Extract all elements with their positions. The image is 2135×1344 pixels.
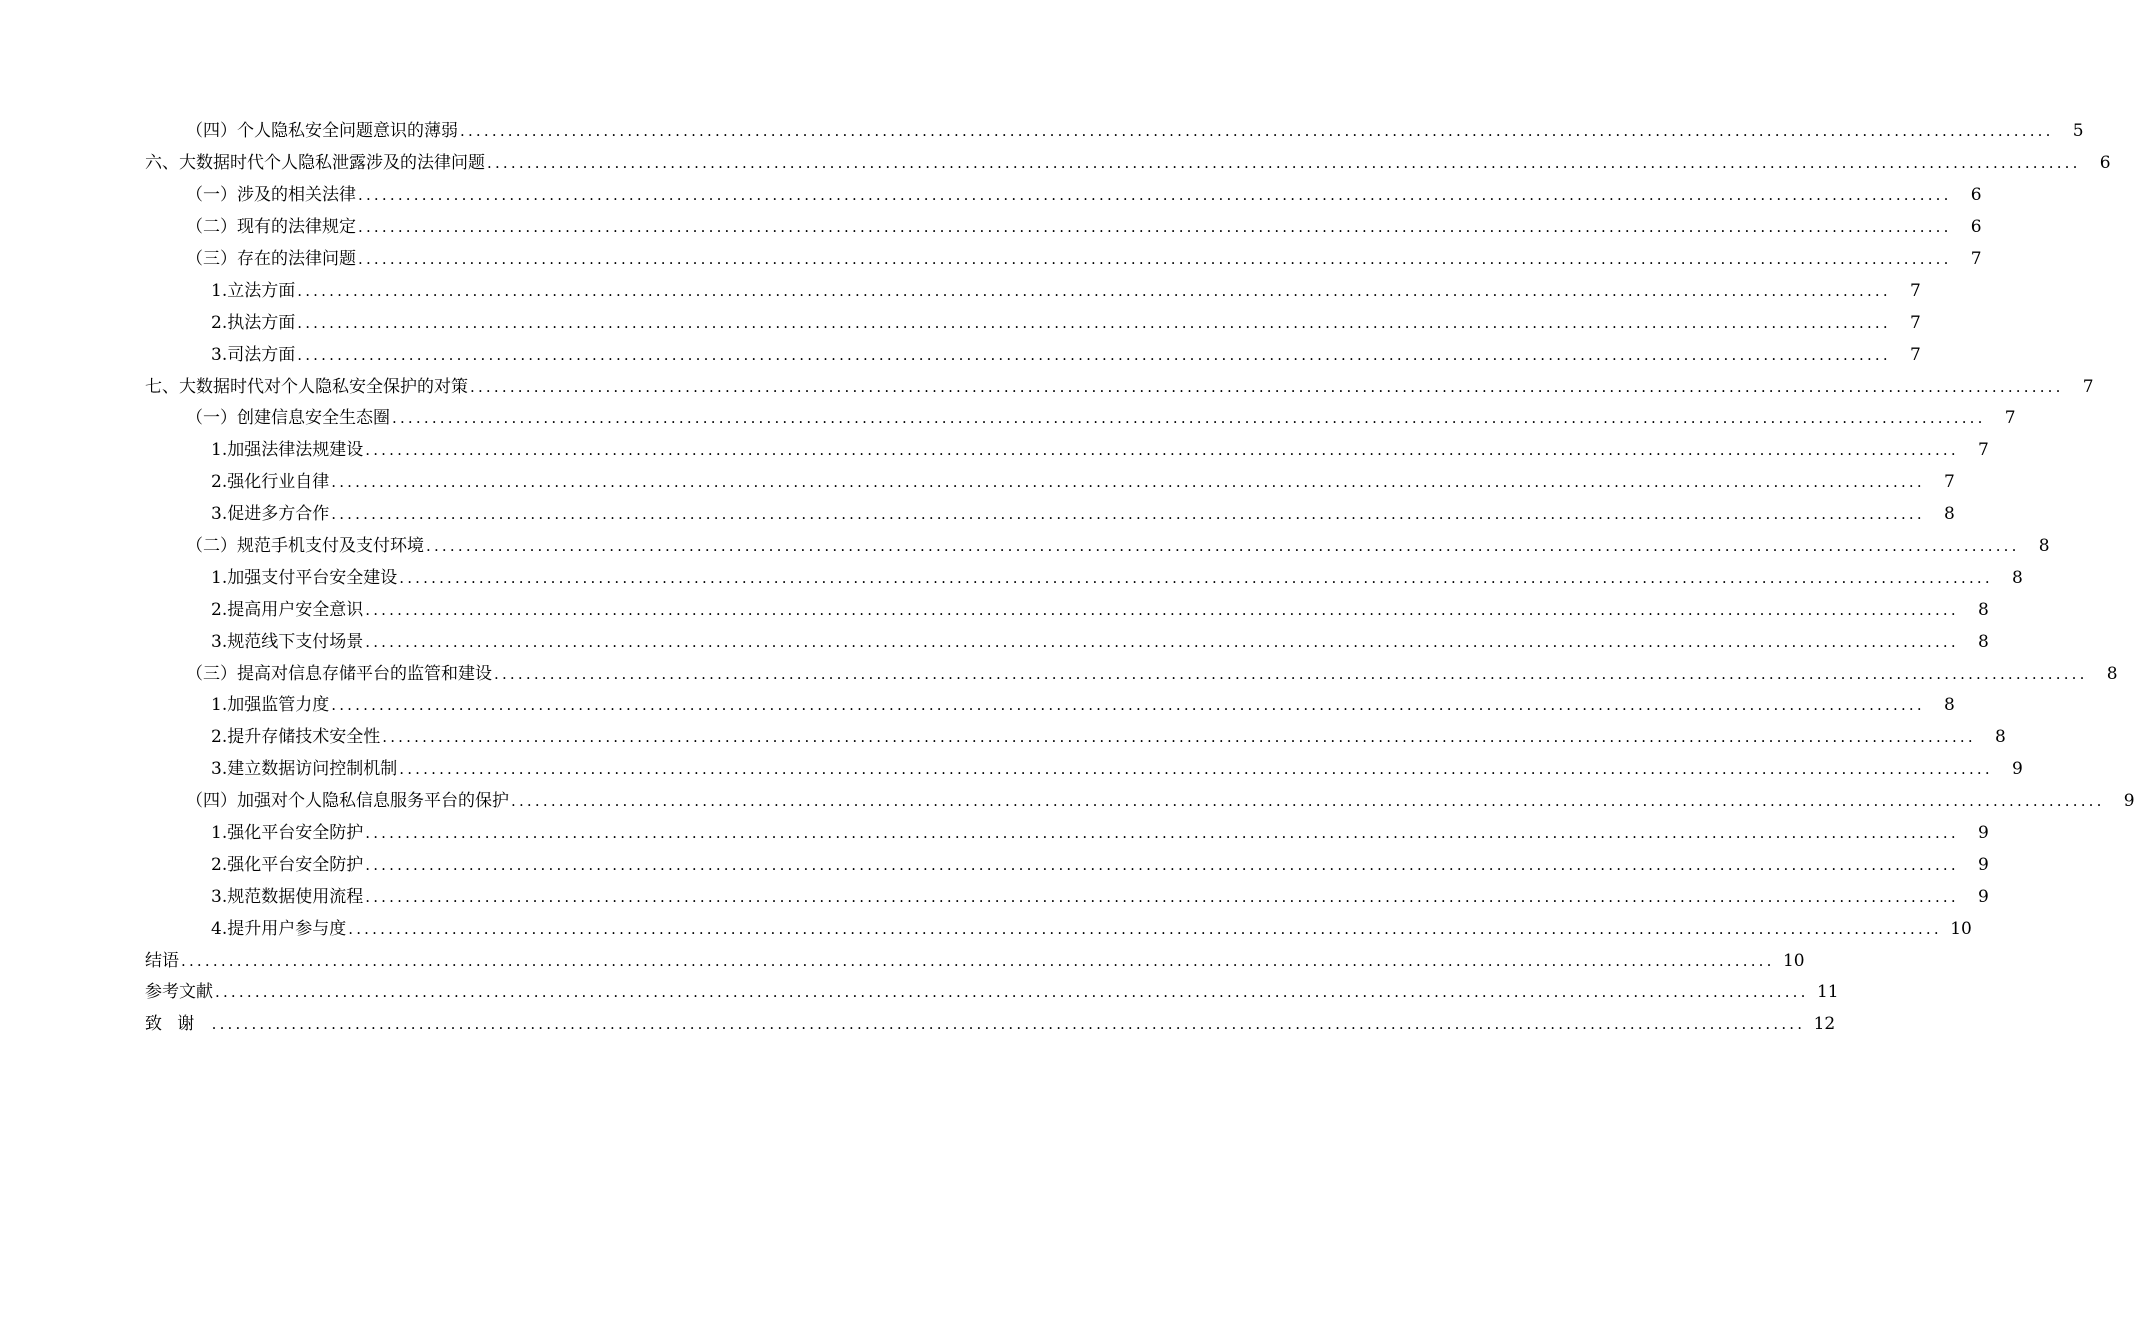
- toc-leader-dots: ........................................................................................................................................................................................................: [331, 473, 1925, 492]
- toc-entry[interactable]: [0, 849, 1989, 881]
- toc-entry[interactable]: [0, 977, 1839, 1009]
- toc-entry-title: 3.建立数据访问控制机制: [211, 759, 398, 780]
- toc-entry[interactable]: [0, 690, 1955, 722]
- toc-leader-dots: ........................................................................................................................................................................................................: [382, 728, 1976, 747]
- toc-entry[interactable]: [0, 562, 2023, 594]
- toc-entry[interactable]: [0, 786, 2135, 818]
- toc-entry[interactable]: [0, 722, 2006, 754]
- toc-entry-title: 七、大数据时代对个人隐私安全保护的对策: [145, 376, 468, 397]
- toc-entry-title: 2.强化平台安全防护: [211, 854, 364, 875]
- toc-entry-title: （二）规范手机支付及支付环境: [186, 536, 424, 557]
- toc-entry[interactable]: [0, 754, 2023, 786]
- toc-entry-title: （一）涉及的相关法律: [186, 185, 356, 206]
- toc-entry-page: 10: [1782, 950, 1805, 971]
- toc-entry-page: 7: [1970, 249, 1982, 269]
- toc-entry[interactable]: [0, 881, 1989, 913]
- toc-entry[interactable]: [0, 339, 1921, 371]
- toc-entry[interactable]: [0, 1009, 1836, 1041]
- toc-entry-page: 11: [1816, 982, 1839, 1003]
- toc-entry-title: 3.规范数据使用流程: [211, 886, 364, 907]
- toc-entry-title: （二）现有的法律规定: [186, 217, 356, 238]
- toc-entry[interactable]: [0, 913, 1972, 945]
- toc-entry-page: 7: [1978, 440, 1989, 461]
- toc-leader-dots: ........................................................................................................................................................................................................: [358, 186, 1952, 205]
- toc-entry[interactable]: [0, 594, 1989, 626]
- toc-entry-title: 致谢: [145, 1014, 210, 1035]
- toc-leader-dots: ........................................................................................................................................................................................................: [365, 632, 1959, 651]
- toc-entry-title: 3.司法方面: [211, 344, 296, 365]
- toc-entry-page: 7: [2082, 376, 2094, 397]
- toc-entry[interactable]: [0, 658, 2118, 690]
- toc-leader-dots: ........................................................................................................................................................................................................: [297, 281, 1891, 300]
- toc-entry-title: 1.强化平台安全防护: [211, 823, 364, 844]
- toc-leader-dots: ........................................................................................................................................................................................................: [358, 218, 1952, 237]
- toc-leader-dots: ........................................................................................................................................................................................................: [399, 760, 1993, 779]
- toc-leader-dots: ........................................................................................................................................................................................................: [399, 568, 1993, 587]
- toc-entry[interactable]: [0, 148, 2111, 180]
- toc-entry-title: （四）加强对个人隐私信息服务平台的保护: [186, 791, 509, 812]
- toc-entry[interactable]: [0, 116, 2084, 148]
- toc-leader-dots: ........................................................................................................................................................................................................: [348, 919, 1942, 938]
- toc-entry[interactable]: [0, 818, 1989, 850]
- toc-leader-dots: ........................................................................................................................................................................................................: [365, 855, 1959, 874]
- toc-leader-dots: ........................................................................................................................................................................................................: [470, 377, 2064, 396]
- toc-entry-page: 8: [2106, 663, 2118, 684]
- toc-leader-dots: ........................................................................................................................................................................................................: [215, 983, 1809, 1002]
- toc-leader-dots: ........................................................................................................................................................................................................: [487, 154, 2081, 173]
- toc-entry-page: 12: [1813, 1014, 1836, 1035]
- toc-entry-title: 1.加强监管力度: [211, 695, 330, 716]
- toc-entry[interactable]: [0, 403, 2016, 435]
- toc-entry-page: 10: [1950, 918, 1972, 939]
- toc-entry-title: （三）存在的法律问题: [186, 249, 356, 269]
- toc-entry-title: 1.加强支付平台安全建设: [211, 567, 398, 588]
- toc-entry-page: 6: [1970, 185, 1982, 206]
- toc-entry[interactable]: [0, 467, 1955, 499]
- toc-entry-page: 9: [2123, 791, 2135, 812]
- toc-leader-dots: ........................................................................................................................................................................................................: [365, 824, 1959, 843]
- toc-leader-dots: ........................................................................................................................................................................................................: [392, 409, 1986, 428]
- toc-entry-page: 8: [1978, 631, 1989, 652]
- toc-leader-dots: ........................................................................................................................................................................................................: [358, 250, 1952, 268]
- toc-entry-title: 结语: [145, 950, 179, 971]
- table-of-contents: [0, 116, 2135, 1041]
- toc-entry-title: 1.立法方面: [211, 280, 296, 301]
- toc-entry-page: 5: [2072, 121, 2084, 142]
- toc-entry-title: （四）个人隐私安全问题意识的薄弱: [186, 121, 458, 142]
- toc-leader-dots: ........................................................................................................................................................................................................: [511, 792, 2105, 811]
- toc-entry-page: 9: [1978, 823, 1989, 844]
- toc-entry[interactable]: [0, 180, 1982, 212]
- toc-entry-title: 2.执法方面: [211, 312, 296, 333]
- toc-leader-dots: ........................................................................................................................................................................................................: [426, 537, 2020, 556]
- toc-entry[interactable]: [0, 531, 2050, 563]
- toc-entry-title: 六、大数据时代个人隐私泄露涉及的法律问题: [145, 153, 485, 174]
- toc-leader-dots: ........................................................................................................................................................................................................: [365, 887, 1959, 906]
- toc-entry[interactable]: [0, 244, 1982, 276]
- toc-leader-dots: ........................................................................................................................................................................................................: [297, 345, 1891, 364]
- toc-entry-page: 8: [1944, 504, 1955, 525]
- toc-entry[interactable]: [0, 626, 1989, 658]
- toc-entry[interactable]: [0, 371, 2094, 403]
- toc-entry-title: （三）提高对信息存储平台的监管和建设: [186, 663, 492, 684]
- toc-leader-dots: ........................................................................................................................................................................................................: [181, 951, 1775, 970]
- toc-entry[interactable]: [0, 275, 1921, 307]
- toc-entry-title: 3.规范线下支付场景: [211, 631, 364, 652]
- toc-entry[interactable]: [0, 945, 1805, 977]
- toc-leader-dots: ........................................................................................................................................................................................................: [365, 441, 1959, 460]
- toc-entry-title: 2.提升存储技术安全性: [211, 727, 381, 748]
- toc-entry-page: 8: [2012, 567, 2023, 588]
- toc-entry-title: 1.加强法律法规建设: [211, 440, 364, 461]
- toc-entry-page: 8: [1995, 727, 2006, 748]
- toc-entry[interactable]: [0, 212, 1982, 244]
- toc-entry-title: 4.提升用户参与度: [211, 918, 347, 939]
- toc-leader-dots: ........................................................................................................................................................................................................: [297, 313, 1891, 332]
- toc-entry-page: 6: [2099, 153, 2111, 174]
- toc-entry-title: 2.强化行业自律: [211, 472, 330, 493]
- toc-entry-page: 6: [1970, 217, 1982, 238]
- toc-leader-dots: ........................................................................................................................................................................................................: [211, 1015, 1806, 1034]
- toc-entry-page: 7: [1910, 312, 1921, 333]
- toc-leader-dots: ........................................................................................................................................................................................................: [460, 122, 2054, 141]
- toc-entry-page: 9: [1978, 886, 1989, 907]
- toc-entry-page: 7: [2004, 408, 2016, 429]
- toc-entry[interactable]: [0, 499, 1955, 531]
- toc-entry-title: 参考文献: [145, 982, 213, 1003]
- toc-entry[interactable]: [0, 435, 1989, 467]
- toc-entry-page: 8: [1944, 695, 1955, 716]
- toc-entry-page: 8: [1978, 599, 1989, 620]
- toc-entry-page: 9: [2012, 759, 2023, 780]
- toc-entry-page: 9: [1978, 854, 1989, 875]
- toc-entry-page: 8: [2038, 536, 2050, 557]
- toc-leader-dots: ........................................................................................................................................................................................................: [494, 664, 2088, 683]
- toc-entry-title: （一）创建信息安全生态圈: [186, 408, 390, 429]
- toc-leader-dots: ........................................................................................................................................................................................................: [331, 505, 1925, 524]
- toc-entry-title: 3.促进多方合作: [211, 504, 330, 525]
- toc-entry-page: 7: [1910, 280, 1921, 301]
- toc-leader-dots: ........................................................................................................................................................................................................: [365, 600, 1959, 619]
- toc-entry[interactable]: [0, 307, 1921, 339]
- toc-entry-page: 7: [1944, 472, 1955, 493]
- toc-leader-dots: ........................................................................................................................................................................................................: [331, 696, 1925, 715]
- toc-entry-title: 2.提高用户安全意识: [211, 599, 364, 620]
- toc-entry-page: 7: [1910, 344, 1921, 365]
